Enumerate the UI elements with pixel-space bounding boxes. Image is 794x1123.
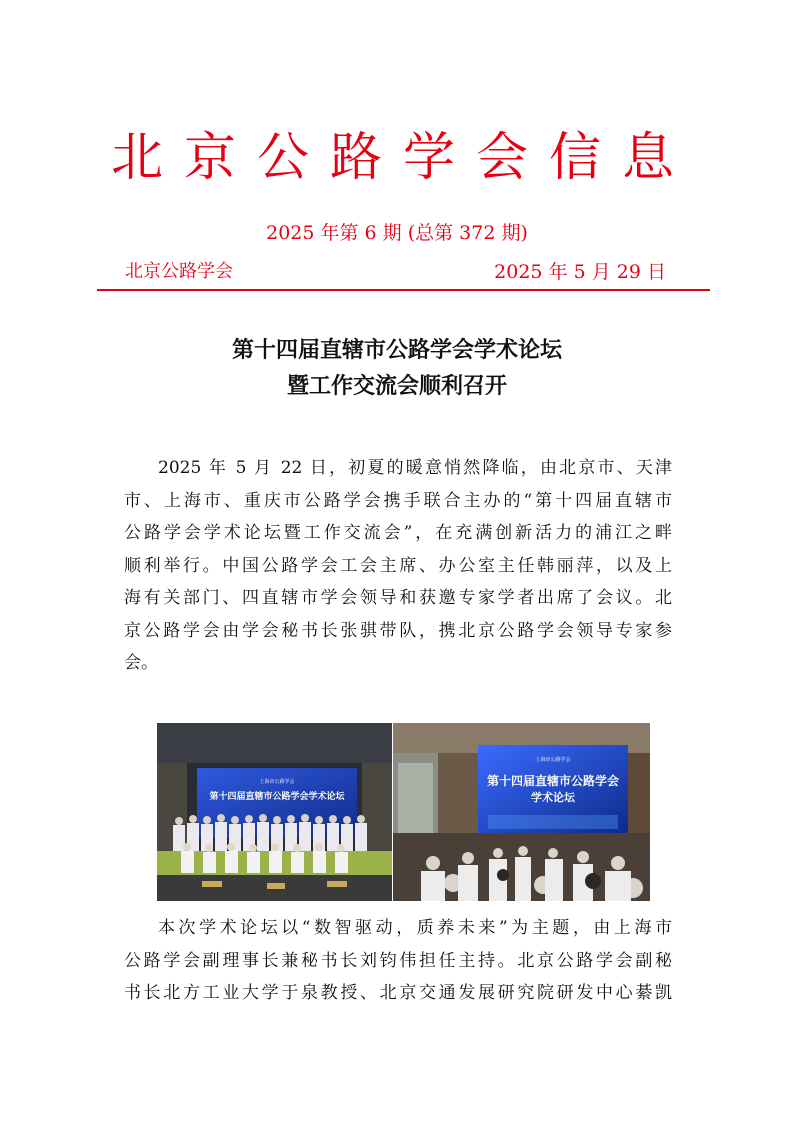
paragraph-line: 2025 年 5 月 22 日，初夏的暖意悄然降临，由北京市、天津 [158,458,672,478]
group-photo-image [157,723,392,901]
paragraph-line: 书长北方工业大学于泉教授、北京交通发展研究院研发中心綦凯 [124,983,672,1003]
publish-date: 2025 年 5 月 29 日 [494,261,666,283]
paragraph-line: 京公路学会由学会秘书长张骐带队，携北京公路学会领导专家参 [124,620,672,641]
paragraph-2 [124,912,672,1010]
paragraph-line: 海有关部门、四直辖市学会领导和获邀专家学者出席了会议。北 [124,588,672,608]
paragraph-line: 市、上海市、重庆市公路学会携手联合主办的“第十四届直辖市 [124,490,672,511]
right-screen-title: 第十四届直辖市公路学会 [486,774,620,788]
organization-name: 北京公路学会 [125,261,233,282]
paragraph-line: 顺利举行。中国公路学会工会主席、办公室主任韩丽萍，以及上 [124,555,672,576]
issue-number: 2025 年第 6 期 (总第 372 期) [266,222,528,244]
group-photo [157,723,392,901]
left-screen-small-text: 上海市公路学会 [259,779,295,785]
paragraph-line: 本次学术论坛以“数智驱动，质养未来”为主题，由上海市 [158,918,672,938]
article-title-line2: 暨工作交流会顺利召开 [286,373,507,399]
right-screen-subtitle: 学术论坛 [531,791,575,804]
paragraph-1 [124,452,672,680]
header-divider [97,289,710,291]
meeting-photo-image [393,723,650,901]
paragraph-line: 公路学会学术论坛暨工作交流会”，在充满创新活力的浦江之畔 [124,523,672,543]
paragraph-line: 会。 [124,653,158,673]
paragraph-line: 公路学会副理事长兼秘书长刘钧伟担任主持。北京公路学会副秘 [124,950,672,971]
masthead-title: 北京公路学会信息 [110,128,695,188]
article-title-line1: 第十四届直辖市公路学会学术论坛 [231,337,562,363]
left-screen-title: 第十四届直辖市公路学会学术论坛 [209,792,345,802]
meeting-photo [393,723,650,901]
right-screen-small-text: 上海市公路学会 [535,757,571,763]
